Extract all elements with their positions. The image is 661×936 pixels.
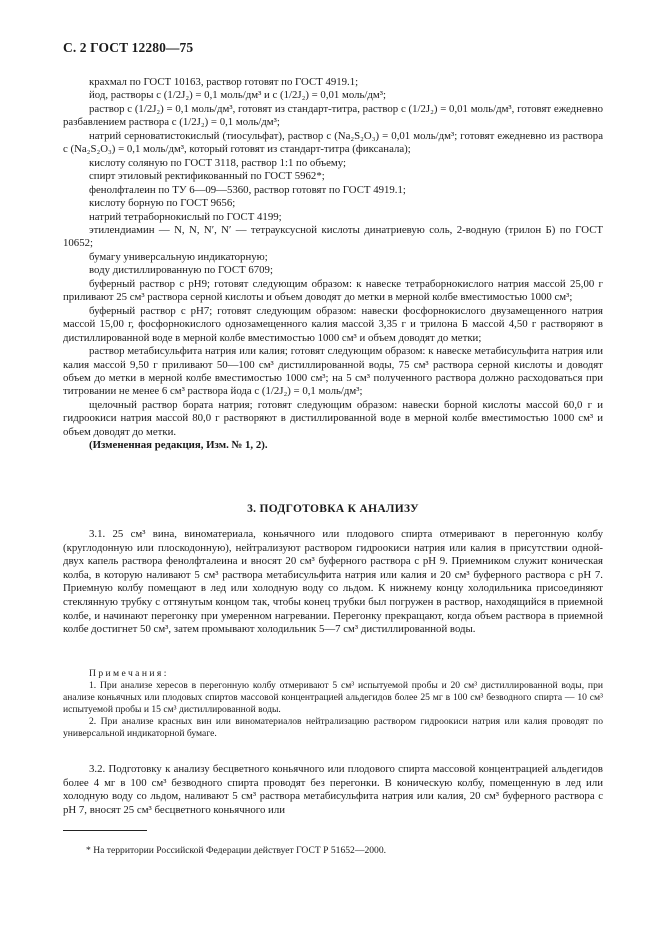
notes-title: Примечания: [89,668,169,679]
reagent-item: кислоту борную по ГОСТ 9656; [89,197,236,210]
reagent-item: крахмал по ГОСТ 10163, раствор готовят по ГОСТ 4919.1; [89,76,359,88]
notes-block [63,668,603,741]
amendment-note: (Измененная редакция, Изм. № 1, 2). [89,439,268,452]
paragraph-text: 3.1. 25 см³ вина, виноматериала, коньячного или плодового спирта отмеривают в перегонную колбу (круглодонную или плоскодонную), нейтрализуют раствором гидроокиси натрия или калия в присутствии одной-двух капель раствора фенолфталеина и вносят 20 см³ буферного раствора с pH 9. Приемником служит коническая колба, в которую наливают 5 см³ раствора метабисульфита натрия или калия и 20 см³ буферного раствора с pH 7. Приемную колбу помещают в лед или холодную воду со льдом. К нижнему концу холодильника присоединяют стеклянную трубку с оттянутым концом так, чтобы конец трубки был погружен в раствор, находящийся в приемной колбе, и начинают перегонку при умеренном нагревании. Перегонку прекращают, когда объем раствора в приемной колбе достигнет 50 см³, затем промывают холодильник 5—7 см³ дистиллированной воды. [63,528,603,636]
footnote: * На территории Российской Федерации действует ГОСТ Р 51652—2000. [86,845,387,856]
reagent-item: раствор c (1/2J₂) = 0,1 моль/дм³, готовят из стандарт-титра, раствор c (1/2J₂) = 0,01 моль/дм³, готовят ежедневно разбавлением раствора c (1/2J₂) = 0,1 моль/дм³; [63,102,603,129]
reagent-item: бумагу универсальную индикаторную; [89,250,268,263]
reagent-item: кислоту соляную по ГОСТ 3118, раствор 1:1 по объему; [89,156,347,169]
note-item: 1. При анализе хересов в перегонную колбу отмеривают 5 см³ испытуемой пробы и 20 см³ дистиллированной воды, при анализе коньячных или плодовых спиртов массовой концентрацией альдегидов более 25 мг в 100 см³ безводного спирта — 10 см³ испытуемой пробы и 15 см³ дистиллированной воды. [63,680,603,716]
section-paragraph-3-1 [63,528,603,637]
reagent-item: спирт этиловый ректификованный по ГОСТ 5962*; [89,170,325,183]
reagent-item: фенолфталеин по ТУ 6—09—5360, раствор готовят по ГОСТ 4919.1; [89,183,406,196]
note-item: 2. При анализе красных вин или виноматериалов нейтрализацию раствором гидроокиси натрия или калия проводят по универсальной индикаторной бумаге. [63,716,603,740]
reagent-item: буферный раствор с pH9; готовят следующим образом: к навеске тетраборнокислого натрия массой 25,00 г приливают 25 см³ раствора серной кислоты и объем доводят до метки в мерной колбе вместимостью 1000 см³; [63,277,603,304]
reagent-item: йод, растворы c (1/2J₂) = 0,1 моль/дм³ и c (1/2J₂) = 0,01 моль/дм³; [89,89,386,102]
reagent-item: натрий серноватистокислый (тиосульфат), раствор c (Na₂S₂O₃) = 0,01 моль/дм³; готовят ежедневно из раствора c (Na₂S₂O₃) = 0,1 моль/дм³, который готовят из стандарт-титра (фиксанала); [63,129,603,156]
reagent-item: натрий тетраборнокислый по ГОСТ 4199; [89,210,282,223]
reagent-item: этилендиамин — N, N, N′, N′ — тетрауксусной кислоты динатриевую соль, 2-водную (трилон Б) по ГОСТ 10652; [63,223,603,250]
paragraph-text: 3.2. Подготовку к анализу бесцветного коньячного или плодового спирта массовой концентрацией альдегидов более 4 мг в 100 см³ безводного спирта проводят без перегонки. В коническую колбу, помещенную в лед или холодную воду со льдом, наливают 5 см³ раствора метабисульфита натрия или калия, 20 см³ буферного раствора с pH 7, вносят 25 см³ бесцветного коньячного или [63,763,603,816]
reagent-item: щелочный раствор бората натрия; готовят следующим образом: навески борной кислоты массой 60,0 г и гидроокиси натрия массой 80,0 г растворяют в дистиллированной воде в мерной колбе вместимостью 1000 см³ и объем доводят до метки. [63,398,603,438]
reagent-item: воду дистиллированную по ГОСТ 6709; [89,264,273,277]
section-paragraph-3-2 [63,763,603,817]
reagent-item: раствор метабисульфита натрия или калия; готовят следующим образом: к навеске метабисульфита натрия или калия массой 9,50 г приливают 50—100 см³ дистиллированной воды, 75 см³ раствора серной кислоты и доводят объем до метки в мерной колбе вместимостью 1000 см³; на 5 см³ полученного раствора должно расходоваться при титровании не менее 6 см³ раствора йода c (1/2J₂) = 0,1 моль/дм³; [63,345,603,398]
footnote-divider [63,830,147,831]
reagent-item: буферный раствор с pH7; готовят следующим образом: навески фосфорнокислого двузамещенного натрия массой 15,00 г, фосфорнокислого однозамещенного калия массой 3,35 г и трилона Б массой 4,50 г растворяют в дистиллированной воде в мерной колбе вместимостью 1000 см³ и объем доводят до метки; [63,304,603,344]
running-header: С. 2 ГОСТ 12280—75 [63,40,194,55]
section-heading: 3. ПОДГОТОВКА К АНАЛИЗУ [247,503,419,515]
reagents-list [63,76,603,453]
